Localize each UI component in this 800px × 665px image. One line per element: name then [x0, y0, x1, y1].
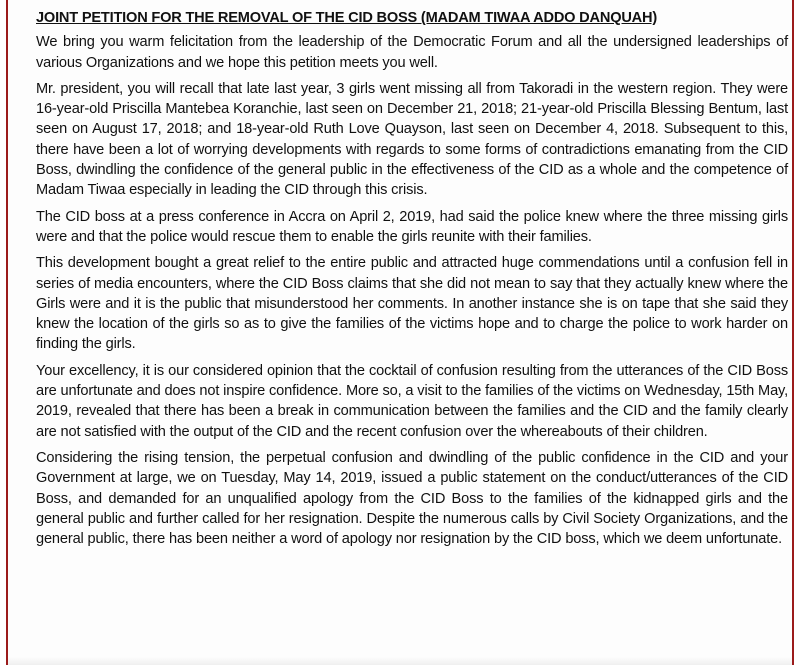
- document-heading: JOINT PETITION FOR THE REMOVAL OF THE CID BOSS (MADAM TIWAA ADDO DANQUAH): [36, 10, 658, 26]
- paragraph-opinion: Your excellency, it is our considered opinion that the cocktail of confusion resulting from the utterances of the CID Boss are unfortunate and does not inspire confidence. More so, a visit to the families of the victims on Wednesday, 15th May, 2019, revealed that there has been a break in communication between the families and the CID and the family clearly are not satisfied with the output of the CID and the recent confusion over the whereabouts of their children.: [36, 362, 788, 440]
- bottom-shadow: [8, 657, 792, 665]
- petition-document: [36, 8, 788, 555]
- document-frame: [6, 0, 794, 665]
- paragraph-confusion: This development bought a great relief to the entire public and attracted huge commendations until a confusion fell in series of media encounters, where the CID Boss claims that she did not mean to say that they actually knew where the Girls were and it is the public that misunderstood her comments. In another instance she is on tape that she said they knew the location of the girls so as to give the families of the victims hope and to charge the police to work harder on finding the girls.: [36, 255, 788, 353]
- paragraph-press-conference: The CID boss at a press conference in Accra on April 2, 2019, had said the police knew where the three missing girls were and that the police would rescue them to enable the girls reunite with their families.: [36, 208, 788, 245]
- paragraph-greeting: We bring you warm felicitation from the leadership of the Democratic Forum and all the undersigned leaderships of various Organizations and we hope this petition meets you well.: [36, 34, 788, 71]
- paragraph-demand: Considering the rising tension, the perpetual confusion and dwindling of the public confidence in the CID and your Government at large, we on Tuesday, May 14, 2019, issued a public statement on the conduct/utterances of the CID Boss, and demanded for an unqualified apology from the CID Boss to the families of the kidnapped girls and the general public and further called for her resignation. Despite the numerous calls by Civil Society Organizations, and the general public, there has been neither a word of apology nor resignation by the CID boss, which we deem unfortunate.: [36, 449, 788, 548]
- paragraph-missing-girls: Mr. president, you will recall that late last year, 3 girls went missing all from Takoradi in the western region. They were 16-year-old Priscilla Mantebea Koranchie, last seen on December 21, 2018; 21-year-old Priscilla Blessing Bentum, last seen on August 17, 2018; and 18-year-old Ruth Love Quayson, last seen on December 4, 2018. Subsequent to this, there have been a lot of worrying developments with regards to some forms of contradictions emanating from the CID Boss, dwindling the confidence of the general public in the effectiveness of the CID as a whole and the competence of Madam Tiwaa especially in leading the CID through this crisis.: [36, 80, 788, 199]
